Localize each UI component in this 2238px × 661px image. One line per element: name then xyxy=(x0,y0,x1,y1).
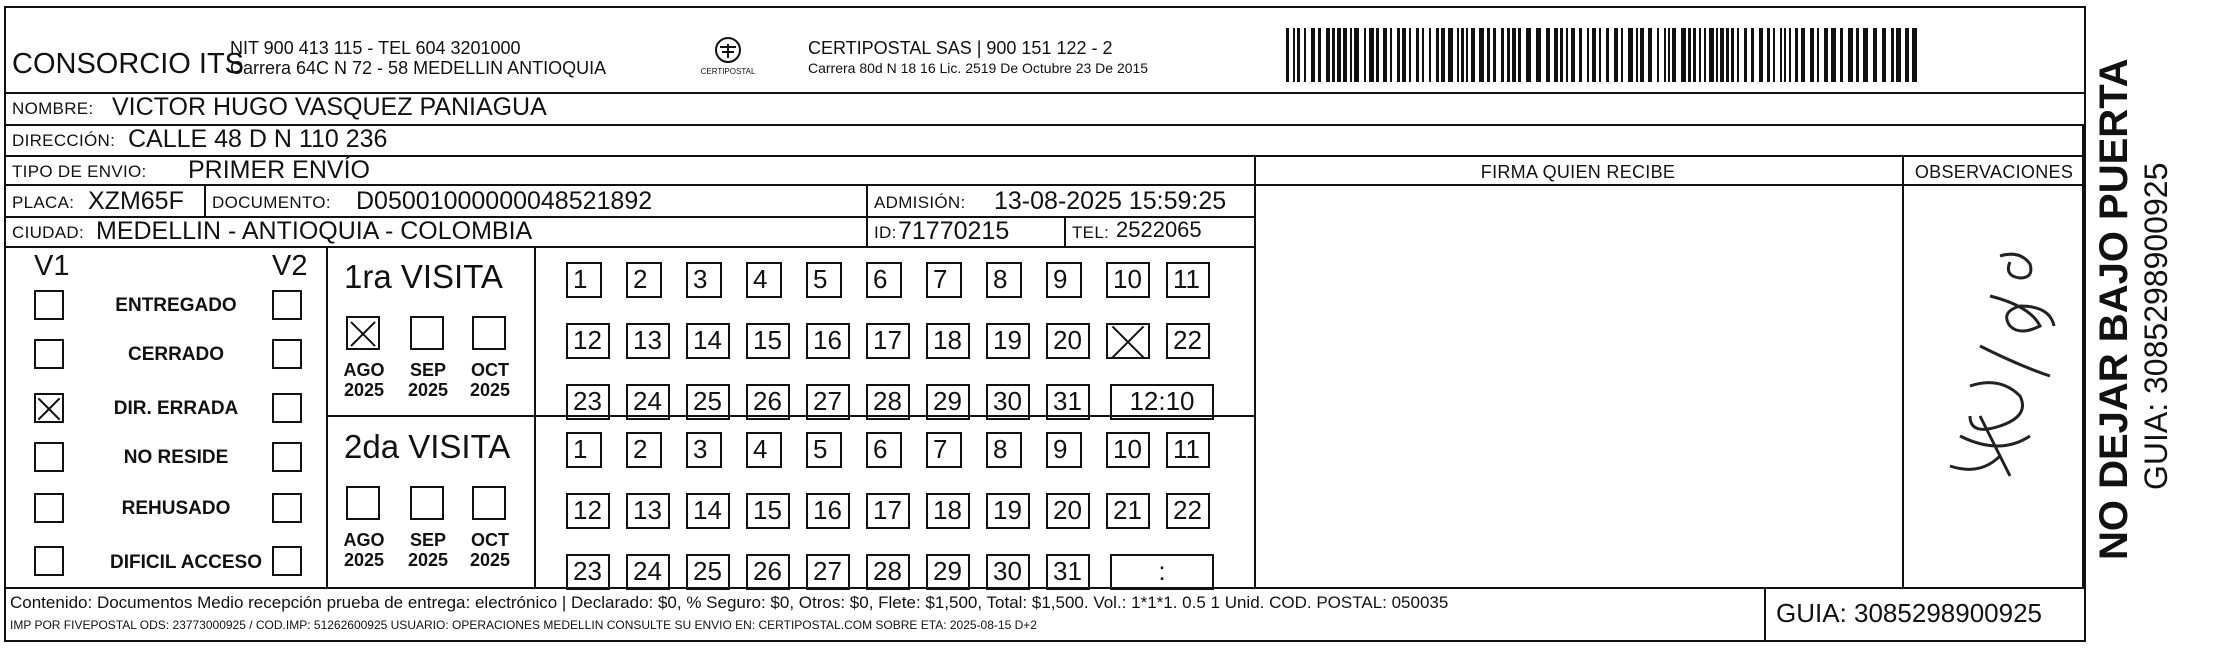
first-visit-day-box[interactable]: 8 xyxy=(986,262,1022,298)
barcode-bar xyxy=(1693,28,1696,82)
v1-checkbox-dificil-acceso[interactable] xyxy=(34,546,64,576)
reason-label: ENTREGADO xyxy=(115,295,237,316)
first-visit-day-box[interactable] xyxy=(1106,323,1150,359)
id-label: ID: xyxy=(874,223,897,242)
barcode-bar xyxy=(1801,28,1805,82)
v2-checkbox-cerrado[interactable] xyxy=(272,339,302,369)
second-visit-day-box[interactable]: 14 xyxy=(686,493,730,529)
barcode-bar xyxy=(1409,28,1411,82)
name-label: NOMBRE: xyxy=(12,99,94,118)
second-visit-day-box[interactable]: 10 xyxy=(1106,432,1150,468)
barcode-bar xyxy=(1493,28,1496,82)
second-visit-day-box[interactable]: 29 xyxy=(926,554,970,590)
first-visit-day-box[interactable]: 9 xyxy=(1046,262,1082,298)
barcode-bar xyxy=(1441,28,1445,82)
barcode-bar xyxy=(1364,28,1366,82)
barcode-bar xyxy=(1640,28,1644,82)
barcode-bar xyxy=(1767,28,1770,82)
second-visit-day-box[interactable]: 6 xyxy=(866,432,902,468)
barcode-bar xyxy=(1501,28,1504,82)
barcode-bar xyxy=(1759,28,1763,82)
barcode-bar xyxy=(1293,28,1295,82)
first-visit-day-box[interactable]: 4 xyxy=(746,262,782,298)
shipment-type: PRIMER ENVÍO xyxy=(188,156,370,184)
first-visit-day-box[interactable]: 3 xyxy=(686,262,722,298)
first-visit-month-checkbox-sep[interactable] xyxy=(410,316,444,350)
v1-checkbox-entregado[interactable] xyxy=(34,290,64,320)
first-visit-day-box[interactable]: 13 xyxy=(626,323,670,359)
barcode-bar xyxy=(1402,28,1406,82)
barcode-bar xyxy=(1512,28,1516,82)
v2-checkbox-dir-errada[interactable] xyxy=(272,393,302,423)
second-visit-month-checkbox-sep[interactable] xyxy=(410,486,444,520)
v2-checkbox-entregado[interactable] xyxy=(272,290,302,320)
barcode-bar xyxy=(1318,28,1321,82)
barcode-bar xyxy=(1337,28,1341,82)
reason-label: CERRADO xyxy=(127,344,225,365)
month-year: 2025 xyxy=(407,380,449,400)
barcode-bar xyxy=(1599,28,1601,82)
barcode-bar xyxy=(1587,28,1589,82)
barcode-bar xyxy=(1840,28,1843,82)
second-visit-day-box[interactable]: 13 xyxy=(626,493,670,529)
second-visit-day-box[interactable]: 23 xyxy=(566,554,610,590)
first-visit-day-box[interactable]: 2 xyxy=(626,262,662,298)
barcode-bar xyxy=(1429,28,1431,82)
barcode-bar xyxy=(1466,28,1468,82)
barcode-bar xyxy=(1780,28,1782,82)
v1-label: V1 xyxy=(34,250,70,282)
barcode-bar xyxy=(1773,28,1775,82)
month-year: 2025 xyxy=(469,380,511,400)
second-visit-day-box[interactable]: 15 xyxy=(746,493,790,529)
first-visit-day-box[interactable]: 17 xyxy=(866,323,910,359)
first-visit-day-box[interactable]: 16 xyxy=(806,323,850,359)
barcode-bar xyxy=(1831,28,1836,82)
barcode-bar xyxy=(1716,28,1718,82)
first-visit-month-checkbox-oct[interactable] xyxy=(472,316,506,350)
barcode-bar xyxy=(1810,28,1814,82)
month-name: AGO xyxy=(343,360,385,380)
v1-checkbox-no-reside[interactable] xyxy=(34,442,64,472)
barcode-bar xyxy=(1536,28,1541,82)
barcode-bar xyxy=(1560,28,1563,82)
barcode-bar xyxy=(1297,28,1300,82)
first-visit-day-box[interactable]: 11 xyxy=(1166,262,1210,298)
barcode-bar xyxy=(1326,28,1330,82)
month-name: SEP xyxy=(409,530,447,550)
second-visit-day-box[interactable]: 8 xyxy=(986,432,1022,468)
v2-checkbox-no-reside[interactable] xyxy=(272,442,302,472)
signer-header: FIRMA QUIEN RECIBE xyxy=(1480,162,1676,182)
second-visit-day-box[interactable]: 28 xyxy=(866,554,910,590)
second-visit-title: 2da VISITA xyxy=(344,428,511,465)
barcode-bar xyxy=(1304,28,1306,82)
barcode-bar xyxy=(1390,28,1392,82)
barcode-bar xyxy=(1863,28,1868,82)
barcode-bar xyxy=(1688,28,1691,82)
footer-guide-number: GUIA: 3085298900925 xyxy=(1776,598,2042,628)
barcode-bar xyxy=(1518,28,1521,82)
first-visit-day-box[interactable]: 5 xyxy=(806,262,842,298)
barcode-bar xyxy=(1744,28,1747,82)
v2-checkbox-rehusado[interactable] xyxy=(272,493,302,523)
barcode-bar xyxy=(1397,28,1400,82)
second-visit-day-box[interactable]: 21 xyxy=(1106,493,1150,529)
barcode-bar xyxy=(1720,28,1724,82)
barcode-bar xyxy=(1592,28,1596,82)
first-visit-time-box[interactable]: 12:10 xyxy=(1110,384,1214,420)
carrier-line: CERTIPOSTAL SAS | 900 151 122 - 2 xyxy=(808,38,1113,58)
second-visit-day-box[interactable]: 11 xyxy=(1166,432,1210,468)
reason-label: DIR. ERRADA xyxy=(113,398,239,419)
second-visit-day-box[interactable]: 27 xyxy=(806,554,850,590)
second-visit-day-box[interactable]: 24 xyxy=(626,554,670,590)
barcode-bar xyxy=(1369,28,1374,82)
barcode-bar xyxy=(1648,28,1652,82)
barcode-bar xyxy=(1383,28,1387,82)
barcode-bar xyxy=(1546,28,1550,82)
barcode-bar xyxy=(1571,28,1575,82)
first-visit-title: 1ra VISITA xyxy=(344,258,503,295)
city-label: CIUDAD: xyxy=(12,223,84,242)
first-visit-day-box[interactable]: 25 xyxy=(686,384,730,420)
barcode-bar xyxy=(1789,28,1791,82)
first-visit-day-box[interactable]: 12 xyxy=(566,323,610,359)
v1-checkbox-cerrado[interactable] xyxy=(34,339,64,369)
month-name: SEP xyxy=(409,360,447,380)
logo-text: CERTIPOSTAL xyxy=(700,67,756,76)
recipient-address: CALLE 48 D N 110 236 xyxy=(128,125,388,153)
barcode-bar xyxy=(1856,28,1859,82)
v1-checkbox-dir-errada[interactable] xyxy=(34,393,64,423)
barcode-bar xyxy=(1606,28,1609,82)
barcode-bar xyxy=(1784,28,1786,82)
month-year: 2025 xyxy=(343,550,385,570)
first-visit-day-box[interactable]: 10 xyxy=(1106,262,1150,298)
v2-label: V2 xyxy=(272,250,308,282)
no-dejar-notice: NO DEJAR BAJO PUERTA xyxy=(2092,58,2136,560)
month-year: 2025 xyxy=(407,550,449,570)
barcode-bar xyxy=(1416,28,1419,82)
reason-label: DIFICIL ACCESO xyxy=(109,552,262,573)
first-visit-day-box[interactable]: 20 xyxy=(1046,323,1090,359)
first-visit-month-checkbox-ago[interactable] xyxy=(346,316,380,350)
barcode-bar xyxy=(1526,28,1531,82)
barcode-bar xyxy=(1628,28,1633,82)
second-visit-month-checkbox-ago[interactable] xyxy=(346,486,380,520)
document-value: D05001000000048521892 xyxy=(356,187,653,215)
first-visit-day-box[interactable]: 23 xyxy=(566,384,610,420)
barcode-bar xyxy=(1896,28,1901,82)
barcode-bar xyxy=(1376,28,1379,82)
barcode-bar xyxy=(1873,28,1877,82)
second-visit-day-box[interactable]: 9 xyxy=(1046,432,1082,468)
first-visit-day-box[interactable]: 29 xyxy=(926,384,970,420)
barcode-bar xyxy=(1422,28,1424,82)
tel-label: TEL: xyxy=(1072,223,1110,242)
barcode-bar xyxy=(1461,28,1464,82)
month-name: AGO xyxy=(343,530,385,550)
tel-value: 2522065 xyxy=(1116,217,1202,242)
barcode xyxy=(1286,28,1926,82)
second-visit-time-box[interactable]: : xyxy=(1110,554,1214,590)
certipostal-logo-icon xyxy=(700,34,756,84)
barcode-bar xyxy=(1704,28,1706,82)
barcode-bar xyxy=(1343,28,1347,82)
barcode-bar xyxy=(1699,28,1701,82)
handwritten-note xyxy=(1920,236,2070,496)
side-guide-number: GUIA: 3085298900925 xyxy=(2138,162,2174,490)
carrier-address: Carrera 80d N 18 16 Lic. 2519 De Octubre 23 De 2015 xyxy=(808,60,1149,76)
barcode-bar xyxy=(1848,28,1853,82)
barcode-bar xyxy=(1350,28,1352,82)
second-visit-day-box[interactable]: 19 xyxy=(986,493,1030,529)
footer-content-line: Contenido: Documentos Medio recepción prueba de entrega: electrónico | Declarado: $0, % Seguro: $0, Otros: $0, Flete: $1,500, Total: $1,500. Vol.: 1*1*1. 0.5 1 Unid. COD. POSTAL: 050035 xyxy=(10,593,1449,612)
first-visit-day-box[interactable]: 18 xyxy=(926,323,970,359)
plate-label: PLACA: xyxy=(12,193,75,212)
second-visit-day-box[interactable]: 3 xyxy=(686,432,722,468)
recipient-name: VICTOR HUGO VASQUEZ PANIAGUA xyxy=(112,93,547,121)
barcode-bar xyxy=(1709,28,1714,82)
barcode-bar xyxy=(1668,28,1670,82)
barcode-bar xyxy=(1579,28,1582,82)
barcode-bar xyxy=(1737,28,1739,82)
observations-header: OBSERVACIONES xyxy=(1914,162,2074,182)
barcode-bar xyxy=(1912,28,1917,82)
shipment-type-label: TIPO DE ENVIO: xyxy=(12,162,147,181)
barcode-bar xyxy=(1664,28,1666,82)
barcode-bar xyxy=(1614,28,1618,82)
barcode-bar xyxy=(1891,28,1894,82)
first-visit-day-box[interactable]: 7 xyxy=(926,262,962,298)
second-visit-day-box[interactable]: 18 xyxy=(926,493,970,529)
barcode-bar xyxy=(1507,28,1510,82)
v1-checkbox-rehusado[interactable] xyxy=(34,493,64,523)
first-visit-day-box[interactable]: 6 xyxy=(866,262,902,298)
barcode-bar xyxy=(1681,28,1686,82)
second-visit-day-box[interactable]: 2 xyxy=(626,432,662,468)
barcode-bar xyxy=(1657,28,1659,82)
barcode-bar xyxy=(1905,28,1909,82)
first-visit-day-box[interactable]: 15 xyxy=(746,323,790,359)
barcode-bar xyxy=(1621,28,1623,82)
company-nit: NIT 900 413 115 - TEL 604 3201000 xyxy=(230,38,521,58)
barcode-bar xyxy=(1311,28,1315,82)
barcode-bar xyxy=(1436,28,1439,82)
first-visit-day-box[interactable]: 19 xyxy=(986,323,1030,359)
reason-label: REHUSADO xyxy=(121,498,231,519)
company-name: CONSORCIO ITS xyxy=(12,48,245,80)
barcode-bar xyxy=(1636,28,1638,82)
month-year: 2025 xyxy=(469,550,511,570)
second-visit-day-box[interactable]: 25 xyxy=(686,554,730,590)
second-visit-day-box[interactable]: 4 xyxy=(746,432,782,468)
second-visit-day-box[interactable]: 20 xyxy=(1046,493,1090,529)
barcode-bar xyxy=(1354,28,1359,82)
first-visit-day-box[interactable]: 27 xyxy=(806,384,850,420)
barcode-bar xyxy=(1824,28,1828,82)
barcode-bar xyxy=(1672,28,1676,82)
document-label: DOCUMENTO: xyxy=(212,193,331,212)
barcode-bar xyxy=(1479,28,1484,82)
barcode-bar xyxy=(1731,28,1734,82)
second-visit-day-box[interactable]: 5 xyxy=(806,432,842,468)
v2-checkbox-dificil-acceso[interactable] xyxy=(272,546,302,576)
second-visit-day-box[interactable]: 30 xyxy=(986,554,1030,590)
month-name: OCT xyxy=(471,360,509,380)
company-address: Carrera 64C N 72 - 58 MEDELLIN ANTIOQUIA xyxy=(230,58,607,78)
admission-label: ADMISIÓN: xyxy=(874,193,966,212)
first-visit-day-box[interactable]: 30 xyxy=(986,384,1030,420)
second-visit-day-box[interactable]: 22 xyxy=(1166,493,1210,529)
footer-imp-line: IMP POR FIVEPOSTAL ODS: 23773000925 / COD.IMP: 51262600925 USUARIO: OPERACIONES MEDELLIN CONSULTE SU ENVIO EN: CERTIPOSTAL.COM SOBRE ETA: 2025-08-15 D+2 xyxy=(10,618,1037,632)
reason-label: NO RESIDE xyxy=(123,447,229,468)
barcode-bar xyxy=(1566,28,1568,82)
first-visit-day-box[interactable]: 31 xyxy=(1046,384,1090,420)
first-visit-day-box[interactable]: 1 xyxy=(566,262,602,298)
barcode-bar xyxy=(1795,28,1798,82)
id-value: 71770215 xyxy=(898,217,1010,245)
barcode-bar xyxy=(1286,28,1289,82)
second-visit-day-box[interactable]: 12 xyxy=(566,493,610,529)
barcode-bar xyxy=(1457,28,1459,82)
second-visit-day-box[interactable]: 26 xyxy=(746,554,790,590)
second-visit-day-box[interactable]: 16 xyxy=(806,493,850,529)
barcode-bar xyxy=(1471,28,1475,82)
second-visit-day-box[interactable]: 31 xyxy=(1046,554,1090,590)
barcode-bar xyxy=(1751,28,1754,82)
second-visit-day-box[interactable]: 1 xyxy=(566,432,602,468)
first-visit-day-box[interactable]: 24 xyxy=(626,384,670,420)
first-visit-day-box[interactable]: 22 xyxy=(1166,323,1210,359)
address-label: DIRECCIÓN: xyxy=(12,131,116,150)
barcode-bar xyxy=(1882,28,1886,82)
first-visit-day-box[interactable]: 28 xyxy=(866,384,910,420)
barcode-bar xyxy=(1554,28,1558,82)
second-visit-month-checkbox-oct[interactable] xyxy=(472,486,506,520)
first-visit-day-box[interactable]: 26 xyxy=(746,384,790,420)
month-year: 2025 xyxy=(343,380,385,400)
barcode-bar xyxy=(1332,28,1335,82)
barcode-bar xyxy=(1817,28,1819,82)
city-value: MEDELLIN - ANTIOQUIA - COLOMBIA xyxy=(96,217,533,245)
admission-value: 13-08-2025 15:59:25 xyxy=(994,187,1227,215)
first-visit-day-box[interactable]: 14 xyxy=(686,323,730,359)
barcode-bar xyxy=(1448,28,1453,82)
barcode-bar xyxy=(1726,28,1729,82)
plate-value: XZM65F xyxy=(88,187,184,215)
month-name: OCT xyxy=(471,530,509,550)
second-visit-day-box[interactable]: 7 xyxy=(926,432,962,468)
second-visit-day-box[interactable]: 17 xyxy=(866,493,910,529)
barcode-bar xyxy=(1487,28,1490,82)
